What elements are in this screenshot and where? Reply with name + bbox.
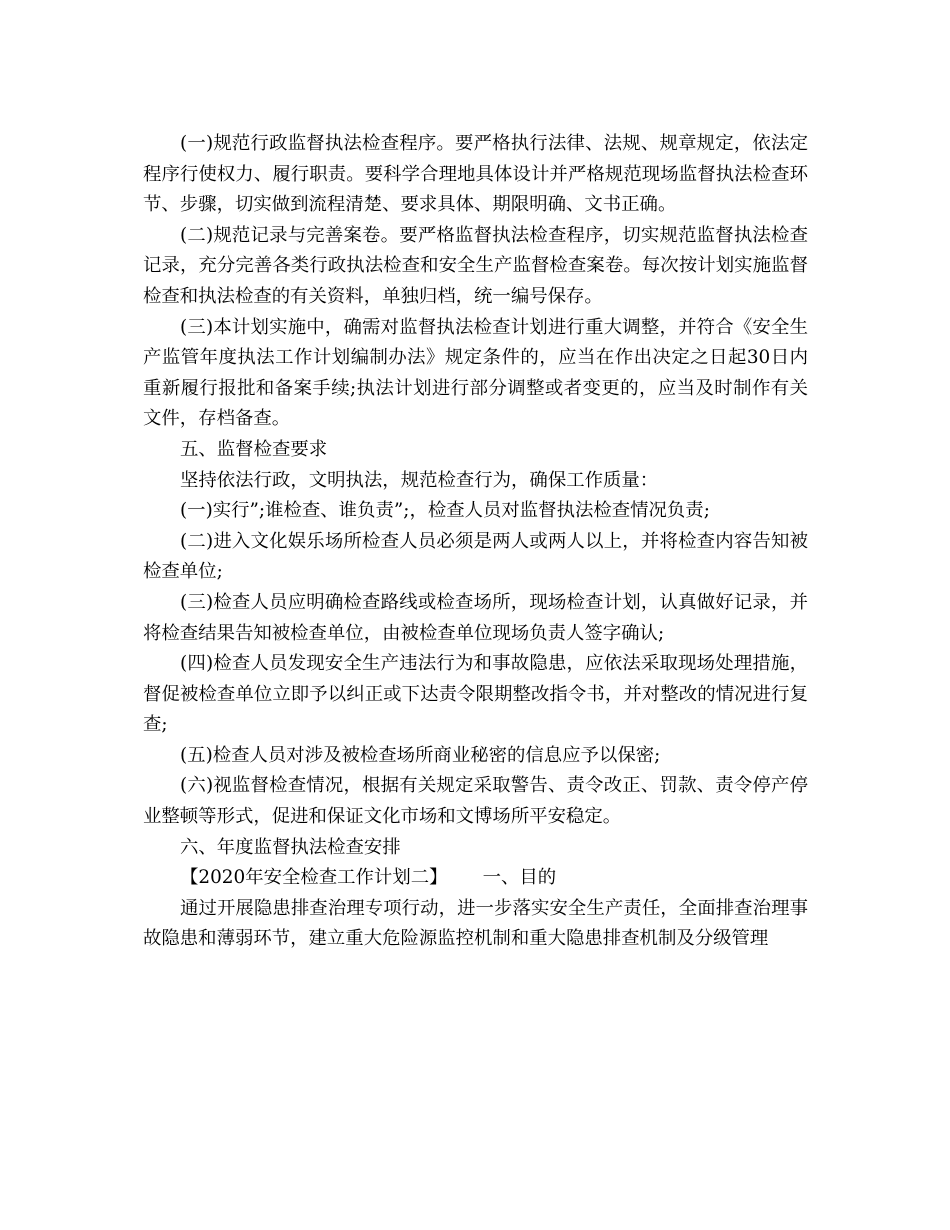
list-item-3: (三)检查人员应明确检查路线或检查场所，现场检查计划，认真做好记录，并将检查结果告知被检查单位，由被检查单位现场负责人签字确认; xyxy=(143,591,808,644)
paragraph-14: 通过开展隐患排查治理专项行动，进一步落实安全生产责任，全面排查治理事故隐患和薄弱环节，建立重大危险源监控机制和重大隐患排查机制及分级管理 xyxy=(143,897,808,950)
paragraph-3: (三)本计划实施中，确需对监督执法检查计划进行重大调整，并符合《安全生产监管年度执法工作计划编制办法》规定条件的，应当在作出决定之日起30日内重新履行报批和备案手续;执法计划进行部分调整或者变更的，应当及时制作有关文件，存档备查。 xyxy=(143,316,808,430)
section-heading-6: 六、年度监督执法检查安排 xyxy=(180,836,401,858)
section-heading-5: 五、监督检查要求 xyxy=(180,438,328,460)
list-item-6: (六)视监督检查情况，根据有关规定采取警告、责令改正、罚款、责令停产停业整顿等形式，促进和保证文化市场和文博场所平安稳定。 xyxy=(143,775,808,828)
list-item-5: (五)检查人员对涉及被检查场所商业秘密的信息应予以保密; xyxy=(180,744,661,766)
paragraph-1: (一)规范行政监督执法检查程序。要严格执行法律、法规、规章规定，依法定程序行使权力、履行职责。要科学合理地具体设计并严格规范现场监督执法检查环节、步骤，切实做到流程清楚、要求具体、期限明确、文书正确。 xyxy=(143,133,808,216)
document-body xyxy=(143,129,808,955)
list-item-2: (二)进入文化娱乐场所检查人员必须是两人或两人以上，并将检查内容告知被检查单位; xyxy=(143,530,808,583)
list-item-4: (四)检查人员发现安全生产违法行为和事故隐患，应依法采取现场处理措施，督促被检查单位立即予以纠正或下达责令限期整改指令书，并对整改的情况进行复查; xyxy=(143,653,808,736)
paragraph-5: 坚持依法行政，文明执法，规范检查行为，确保工作质量： xyxy=(180,469,659,491)
plan-two-heading: 【2020年安全检查工作计划二】 一、目的 xyxy=(180,867,557,889)
list-item-1: (一)实行”;谁检查、谁负责”;，检查人员对监督执法检查情况负责; xyxy=(180,500,710,522)
paragraph-2: (二)规范记录与完善案卷。要严格监督执法检查程序，切实规范监督执法检查记录，充分完善各类行政执法检查和安全生产监督检查案卷。每次按计划实施监督检查和执法检查的有关资料，单独归档，统一编号保存。 xyxy=(143,224,808,307)
